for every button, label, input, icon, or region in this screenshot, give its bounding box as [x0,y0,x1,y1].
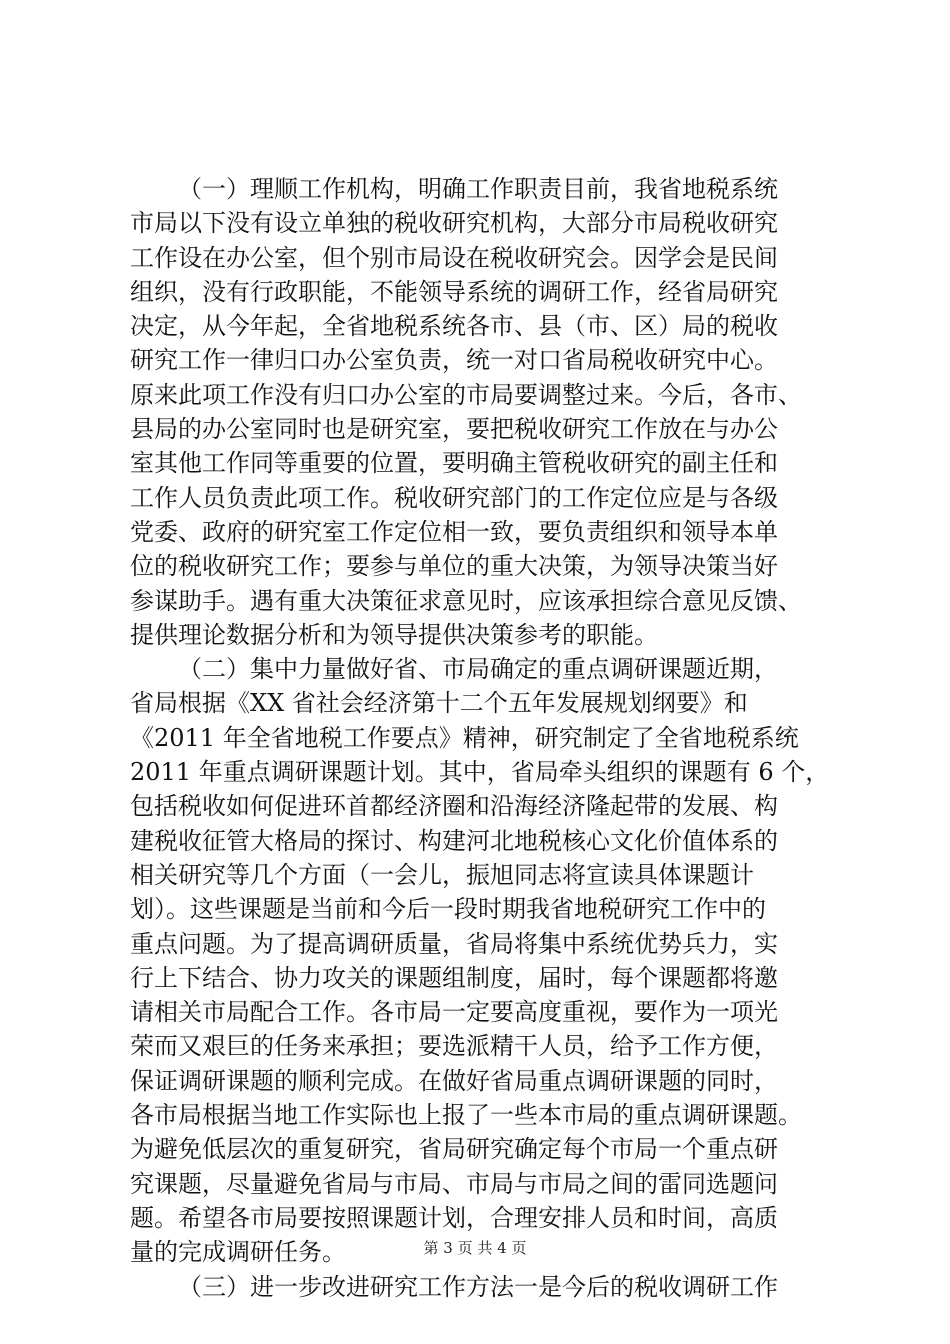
text-line: 组织，没有行政职能，不能领导系统的调研工作，经省局研究 [130,277,778,306]
text-line: 题。希望各市局要按照课题计划，合理安排人员和时间，高质 [130,1203,778,1232]
text-line: 室其他工作同等重要的位置，要明确主管税收研究的副主任和 [130,449,778,478]
text-line: （三）进一步改进研究工作方法一是今后的税收调研工作 [178,1272,778,1301]
text-line: 提供理论数据分析和为领导提供决策参考的职能。 [130,620,658,649]
text-line: 市局以下没有设立单独的税收研究机构，大部分市局税收研究 [130,209,778,238]
document-body [130,172,830,1304]
text-line: 参谋助手。遇有重大决策征求意见时，应该承担综合意见反馈、 [130,586,802,615]
text-line: 省局根据《XX 省社会经济第十二个五年发展规划纲要》和 [130,689,748,718]
text-line: 县局的办公室同时也是研究室，要把税收研究工作放在与办公 [130,415,778,444]
text-line: 划）。这些课题是当前和今后一段时期我省地税研究工作中的 [130,895,766,924]
text-line: 决定，从今年起，全省地税系统各市、县（市、区）局的税收 [130,312,778,341]
text-line: 相关研究等几个方面（一会儿，振旭同志将宣读具体课题计 [130,860,754,889]
text-line: 荣而又艰巨的任务来承担；要选派精干人员，给予工作方便， [130,1032,778,1061]
text-line: 工作人员负责此项工作。税收研究部门的工作定位应是与各级 [130,483,778,512]
text-line: 位的税收研究工作；要参与单位的重大决策，为领导决策当好 [130,552,778,581]
text-line: 研究工作一律归口办公室负责，统一对口省局税收研究中心。 [130,346,778,375]
text-line: （一）理顺工作机构，明确工作职责目前，我省地税系统 [178,175,778,203]
text-line: 请相关市局配合工作。各市局一定要高度重视，要作为一项光 [130,998,778,1027]
text-line: 究课题，尽量避免省局与市局、市局与市局之间的雷同选题问 [130,1169,778,1198]
text-line: 行上下结合、协力攻关的课题组制度，届时，每个课题都将邀 [130,963,778,992]
text-line: 为避免低层次的重复研究，省局研究确定每个市局一个重点研 [130,1135,778,1164]
text-line: 保证调研课题的顺利完成。在做好省局重点调研课题的同时， [130,1066,778,1095]
text-line: 工作设在办公室，但个别市局设在税收研究会。因学会是民间 [130,243,778,272]
text-line: （二）集中力量做好省、市局确定的重点调研课题近期， [178,655,778,684]
text-line: 重点问题。为了提高调研质量，省局将集中系统优势兵力，实 [130,929,778,958]
text-line: 2011 年重点调研课题计划。其中，省局牵头组织的课题有 6 个， [130,758,830,787]
text-line: 各市局根据当地工作实际也上报了一些本市局的重点调研课题。 [130,1101,802,1130]
page-footer: 第 3 页 共 4 页 [423,1239,527,1257]
text-line: 包括税收如何促进环首都经济圈和沿海经济隆起带的发展、构 [130,792,778,821]
text-line: 建税收征管大格局的探讨、构建河北地税核心文化价值体系的 [130,826,778,855]
text-line: 《2011 年全省地税工作要点》精神，研究制定了全省地税系统 [130,723,799,752]
text-line: 党委、政府的研究室工作定位相一致，要负责组织和领导本单 [130,517,778,546]
text-line: 量的完成调研任务。 [130,1238,346,1267]
text-line: 原来此项工作没有归口办公室的市局要调整过来。今后，各市、 [130,380,802,409]
